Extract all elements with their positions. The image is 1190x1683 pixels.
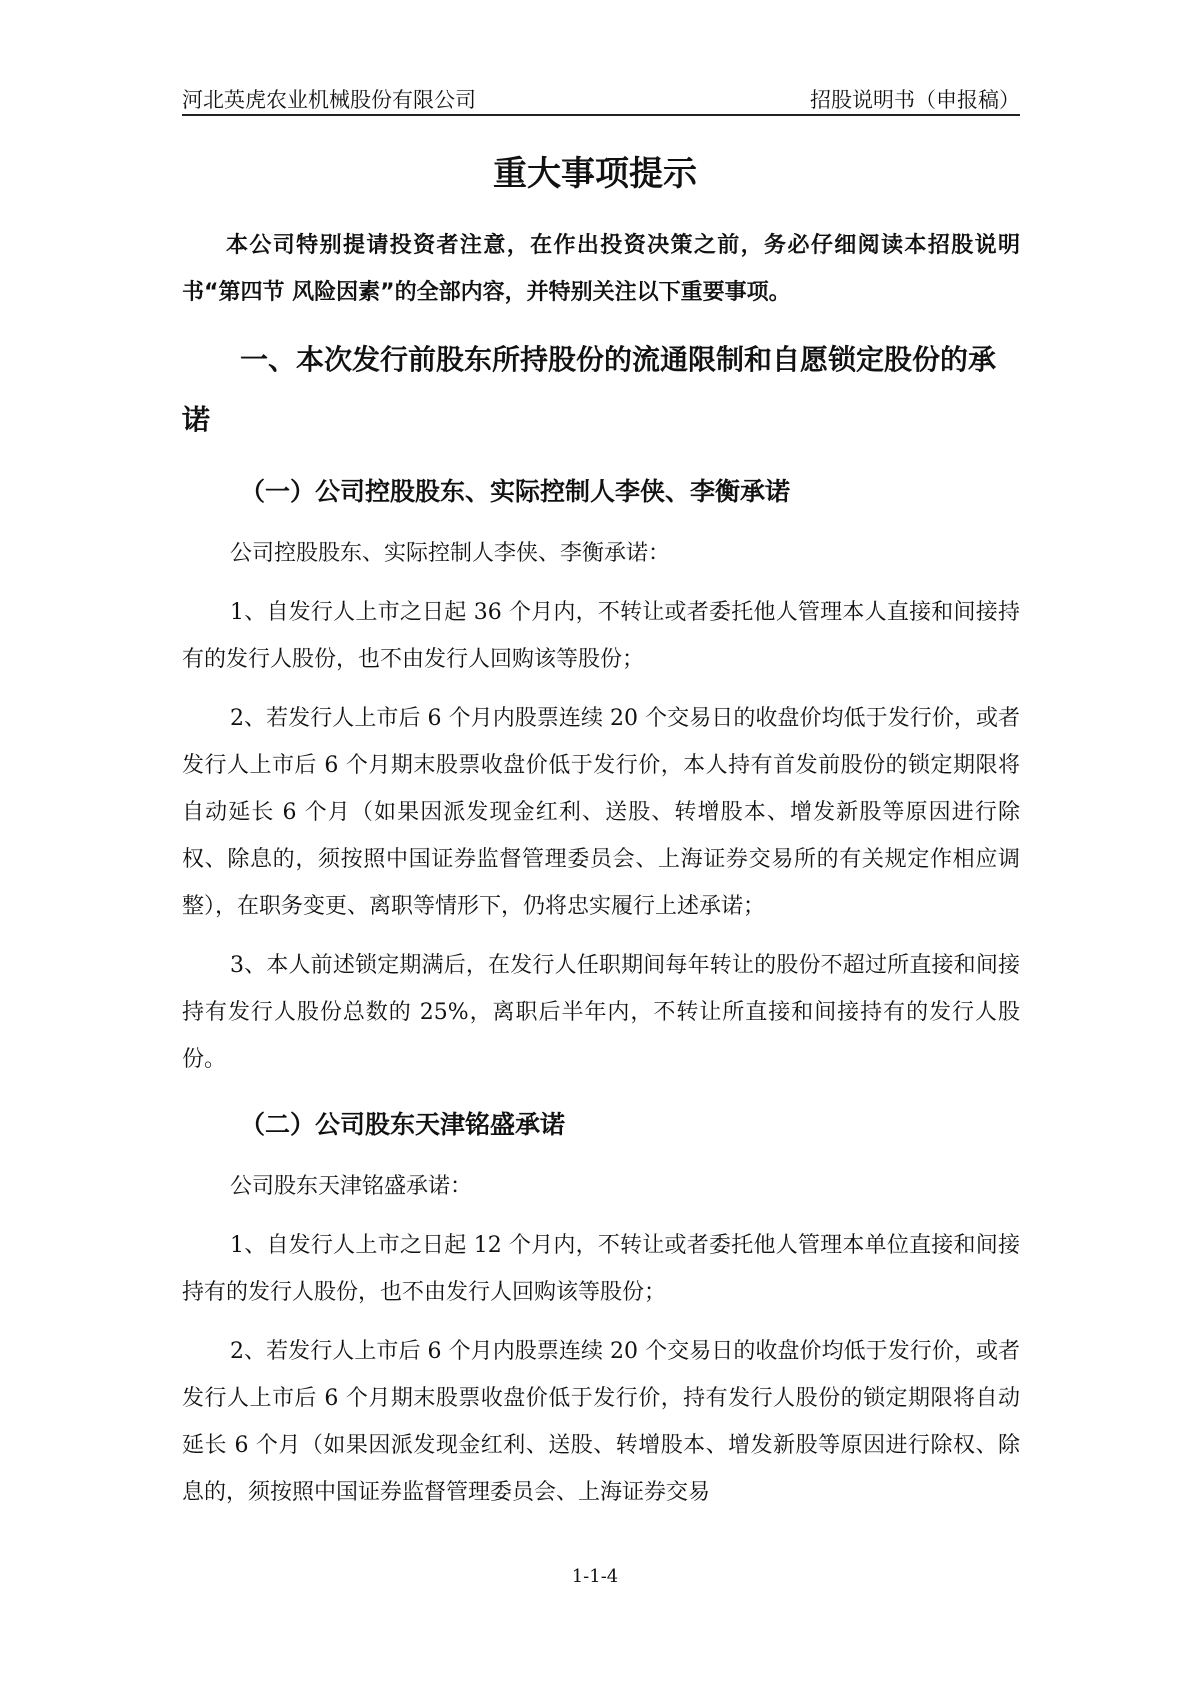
commitment-item: 1、自发行人上市之日起 36 个月内，不转让或者委托他人管理本人直接和间接持有的发行人股份，也不由发行人回购该等股份； bbox=[182, 600, 1020, 672]
main-content bbox=[182, 222, 1020, 1528]
commitment-item: 2、若发行人上市后 6 个月内股票连续 20 个交易日的收盘价均低于发行价，或者发行人上市后 6 个月期末股票收盘价低于发行价，持有发行人股份的锁定期限将自动延长 6 个月（如果因派发现金红利、送股、转增股本、增发新股等原因进行除权、除息的，须按照中国证券监督管理委员会、上海证券交易 bbox=[182, 1339, 1020, 1505]
page-number: 1-1-4 bbox=[571, 1566, 619, 1587]
subsection-heading-1: （一）公司控股股东、实际控制人李侠、李衡承诺 bbox=[240, 477, 791, 506]
subsection-heading-2: （二）公司股东天津铭盛承诺 bbox=[240, 1110, 566, 1139]
subsection-1-intro: 公司控股股东、实际控制人李侠、李衡承诺： bbox=[230, 541, 671, 566]
section-heading-1: 一、本次发行前股东所持股份的流通限制和自愿锁定股份的承诺 bbox=[182, 343, 997, 436]
page-title: 重大事项提示 bbox=[493, 154, 697, 194]
commitment-item: 1、自发行人上市之日起 12 个月内，不转让或者委托他人管理本单位直接和间接持有的发行人股份，也不由发行人回购该等股份； bbox=[182, 1233, 1020, 1305]
header-document-type: 招股说明书（申报稿） bbox=[810, 88, 1020, 112]
page-header bbox=[182, 84, 1020, 116]
investor-notice: 本公司特别提请投资者注意，在作出投资决策之前，务必仔细阅读本招股说明书“第四节 风险因素”的全部内容，并特别关注以下重要事项。 bbox=[182, 233, 1020, 305]
header-company-name: 河北英虎农业机械股份有限公司 bbox=[182, 88, 476, 112]
commitment-item: 2、若发行人上市后 6 个月内股票连续 20 个交易日的收盘价均低于发行价，或者发行人上市后 6 个月期末股票收盘价低于发行价，本人持有首发前股份的锁定期限将自动延长 6 个月（如果因派发现金红利、送股、转增股本、增发新股等原因进行除权、除息的，须按照中国证券监督管理委员会、上海证券交易所的有关规定作相应调整），在职务变更、离职等情形下，仍将忠实履行上述承诺； bbox=[182, 706, 1020, 919]
subsection-2-intro: 公司股东天津铭盛承诺： bbox=[230, 1174, 473, 1199]
commitment-item: 3、本人前述锁定期满后，在发行人任职期间每年转让的股份不超过所直接和间接持有发行人股份总数的 25%，离职后半年内，不转让所直接和间接持有的发行人股份。 bbox=[182, 953, 1020, 1072]
